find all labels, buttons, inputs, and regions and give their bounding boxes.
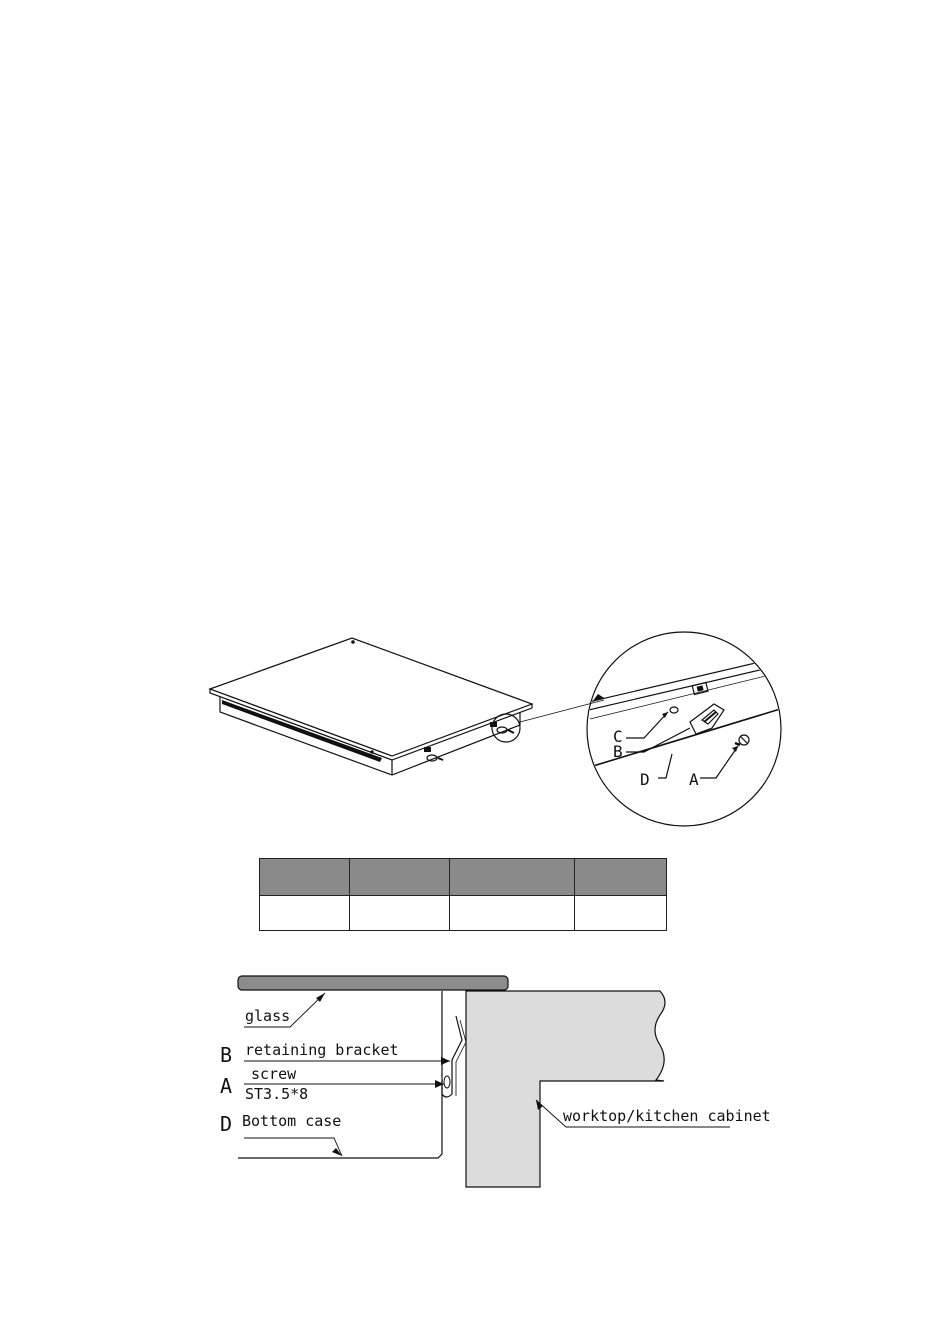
header-cell	[260, 859, 350, 896]
label-glass: glass	[245, 1007, 291, 1025]
cross-section-diagram	[0, 960, 933, 1210]
spec-table-header	[260, 859, 667, 896]
label-screw: screw	[251, 1065, 297, 1083]
label-retaining-bracket: retaining bracket	[245, 1041, 399, 1059]
label-bottom-case: Bottom case	[242, 1112, 342, 1130]
screw-section	[444, 1076, 450, 1088]
label-screw-spec: ST3.5*8	[245, 1085, 309, 1103]
letter-a: A	[220, 1074, 233, 1098]
spec-table-row	[260, 896, 667, 931]
hob-isometric	[210, 638, 604, 775]
letter-d: D	[220, 1112, 233, 1136]
detail-label-a: A	[689, 770, 699, 789]
letter-b: B	[220, 1043, 233, 1067]
detail-label-b: B	[613, 742, 623, 761]
detail-label-d: D	[640, 770, 650, 789]
hob-glass-top	[210, 638, 532, 756]
table-cell	[450, 896, 575, 931]
glass-section	[238, 976, 508, 990]
header-cell	[575, 859, 667, 896]
header-cell	[350, 859, 450, 896]
table-cell	[350, 896, 450, 931]
label-worktop: worktop/kitchen cabinet	[563, 1107, 771, 1125]
table-cell	[575, 896, 667, 931]
detail-magnified	[580, 632, 790, 826]
worktop-section	[466, 991, 665, 1187]
table-cell	[260, 896, 350, 931]
header-cell	[450, 859, 575, 896]
detail-label-c: C	[613, 727, 623, 746]
spec-table	[259, 858, 667, 931]
